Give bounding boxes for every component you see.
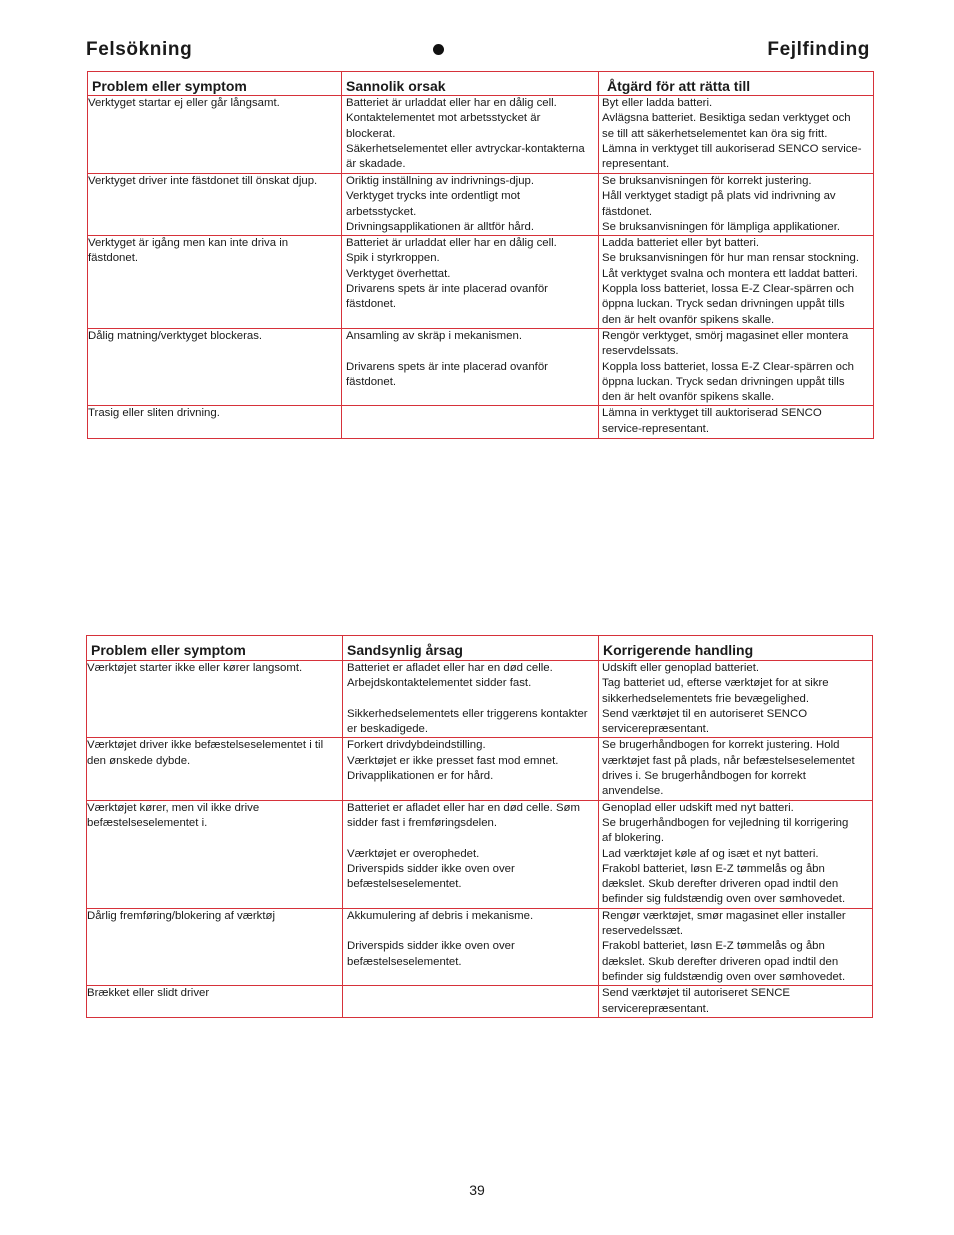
cell-line: Forkert drivdybdeindstilling. [347,739,486,752]
symptom-cell [87,908,343,985]
action-cell [599,661,873,738]
symptom-cell [88,328,342,405]
cell-line: Batteriet är urladdat eller har en dålig cell. [346,237,557,250]
cause-cell [343,661,599,738]
cell-line: af blokering. [602,832,665,845]
cell-line: den är helt ovanför spikens skalle. [602,391,775,404]
cause-cell [342,236,599,329]
cell-line: Se brugerhåndbogen for vejledning til korrigering [602,816,849,829]
cell-line: Verktyget driver inte fästdonet till önskat djup. [88,175,318,187]
cell-line: Se bruksanvisningen för hur man rensar stockning. [602,252,860,265]
cell-line [347,831,598,846]
cell-line: Se bruksanvisningen för lämpliga applikationer. [602,220,841,233]
cell-line: reservedelssæt. [602,925,684,938]
cell-line: befæstelseselementet i. [87,816,208,829]
cell-line: Frakobl batteriet, løsn E-Z tømmelås og åbn [602,940,825,953]
table-header-row [88,72,874,96]
cell-line: Ladda batteriet eller byt batteri. [602,237,760,250]
cause-cell [342,328,599,405]
troubleshooting-table-danish [86,635,873,1018]
cell-line: servicerepræsentant. [602,1002,709,1015]
cell-line: Drivarens spets är inte placerad ovanför [346,360,548,373]
cause-cell [343,986,599,1018]
table-row [88,328,874,405]
action-cell [599,738,873,800]
cell-line: befæstelseselementet. [347,955,462,968]
cell-line: Oriktig inställning av indrivnings-djup. [346,175,535,187]
cell-line: servicerepræsentant. [602,723,709,736]
cell-line: Genoplad eller udskift med nyt batteri. [602,801,794,814]
cell-line: Koppla loss batteriet, lossa E-Z Clear-spärren och [602,360,854,373]
column-header-symptom: Problem eller symptom [87,636,343,661]
cell-line: fästdonet. [346,375,397,388]
cell-line: öppna luckan. Tryck sedan drivningen uppåt tills [602,375,845,388]
cell-line: se till att säkerhetselementet kan öra sig fritt. [602,127,828,140]
cell-line: fästdonet. [602,205,653,218]
table-header-row [87,636,873,661]
table-row [87,908,873,985]
column-header-action: Korrigerende handling [599,636,873,661]
symptom-cell [87,661,343,738]
column-header-symptom: Problem eller symptom [88,72,342,96]
cell-line: Brækket eller slidt driver [87,987,210,1000]
cell-line: værktøjet fast på plads, når befæstelseselementet [602,754,855,767]
table-row [87,986,873,1018]
cell-line: dækslet. Skub derefter driveren opad indtil den [602,878,839,891]
table-row [88,174,874,236]
cell-line: blockerat. [346,127,396,140]
action-cell [599,406,874,439]
cell-line: reservdelssats. [602,345,679,358]
cell-line: Tag batteriet ud, efterse værktøjet for at sikre [602,677,829,690]
cell-line: den är helt ovanför spikens skalle. [602,313,775,326]
cell-line: Verktyget överhettat. [346,267,451,280]
cause-cell [342,174,599,236]
cell-line: drives i. Se brugerhåndbogen for korrekt [602,770,806,783]
action-cell [599,174,874,236]
cell-line: Batteriet er afladet eller har en død celle. [347,662,553,674]
column-header-cause: Sannolik orsak [342,72,599,96]
table-row [88,236,874,329]
table-row [87,738,873,800]
page-title-danish: Fejlfinding [767,39,870,60]
symptom-cell [87,986,343,1018]
table-row [87,661,873,738]
symptom-cell [87,738,343,800]
cell-line: Udskift eller genoplad batteriet. [602,662,760,674]
cell-line: Lad værktøjet køle af og isæt et nyt batteri. [602,847,819,860]
action-cell [599,800,873,908]
cell-line: Drivapplikationen er for hård. [347,770,494,783]
symptom-cell [88,96,342,174]
cell-line: fästdonet. [88,252,139,265]
cell-line: Værktøjet er overophedet. [347,847,480,860]
action-cell [599,328,874,405]
cell-line: fästdonet. [346,298,397,311]
cell-line: Sikkerhedselementets eller triggerens kontakter [347,707,588,720]
cell-line: sidder fast i fremføringsdelen. [347,816,498,829]
cell-line: er beskadigede. [347,723,429,736]
action-cell [599,236,874,329]
cell-line: Spik i styrkroppen. [346,252,440,265]
cell-line: Batteriet är urladdat eller har en dålig cell. [346,97,557,109]
table-row [87,800,873,908]
cell-line: representant. [602,158,670,171]
cell-line [347,692,598,707]
cell-line: Værktøjet kører, men vil ikke drive [87,801,260,814]
column-header-cause: Sandsynlig årsag [343,636,599,661]
cell-line: Byt eller ladda batteri. [602,97,713,109]
cause-cell [342,406,599,439]
cell-line: Avlägsna batteriet. Besiktiga sedan verktyget och [602,112,851,125]
cell-line: Se brugerhåndbogen for korrekt justering. Hold [602,739,840,752]
cell-line: Kontaktelementet mot arbetsstycket är [346,112,541,125]
cell-line: Batteriet er afladet eller har en død celle. Søm [347,801,580,814]
table-row [88,406,874,439]
cell-line: öppna luckan. Tryck sedan drivningen uppåt tills [602,298,845,311]
cell-line: Værktøjet driver ikke befæstelseselementet i til [87,739,324,752]
symptom-cell [88,236,342,329]
cell-line: Verktyget startar ej eller går långsamt. [88,97,280,109]
cause-cell [343,738,599,800]
cell-line: Driverspids sidder ikke oven over [347,862,515,875]
cell-line: Lämna in verktyget till auktoriserad SENCO [602,407,822,420]
table-row [88,96,874,174]
cell-line: Rengör verktyget, smörj magasinet eller montera [602,329,849,342]
cell-line: Send værktøjet til autoriseret SENCE [602,987,791,1000]
cause-cell [342,96,599,174]
cell-line: Lämna in verktyget till aukoriserad SENCO service- [602,142,862,155]
cell-line: arbetsstycket. [346,205,417,218]
cell-line: Håll verktyget stadigt på plats vid indrivning av [602,190,836,203]
cell-line: Drivningsapplikationen är alltför hård. [346,220,535,233]
cell-line: Akkumulering af debris i mekanisme. [347,909,534,922]
cell-line: befinder sig fuldstændig oven over sømhovedet. [602,893,846,906]
cause-cell [343,800,599,908]
cell-line: Koppla loss batteriet, lossa E-Z Clear-spärren och [602,283,854,296]
cell-line: Ansamling av skräp i mekanismen. [346,329,522,342]
action-cell [599,96,874,174]
bullet-separator [433,44,444,55]
cell-line: Værktøjet er ikke presset fast mod emnet. [347,754,559,767]
cell-line: anvendelse. [602,785,664,798]
cell-line: befinder sig fuldstændig oven over sømhovedet. [602,970,846,983]
cell-line: Værktøjet starter ikke eller kører langsomt. [87,662,303,674]
cell-line: Rengør værktøjet, smør magasinet eller installer [602,909,846,922]
cell-line: service-representant. [602,422,709,435]
troubleshooting-table-swedish [87,71,874,439]
action-cell [599,908,873,985]
symptom-cell [88,406,342,439]
cell-line: befæstelseselementet. [347,878,462,891]
cell-line: Säkerhetselementet eller avtryckar-kontakterna [346,142,585,155]
cell-line: Verktyget trycks inte ordentligt mot [346,190,521,203]
cell-line [346,344,598,359]
cell-line: Dålig matning/verktyget blockeras. [88,329,263,342]
cell-line: Send værktøjet til en autoriseret SENCO [602,707,808,720]
cell-line: Drivarens spets är inte placerad ovanför [346,283,548,296]
cause-cell [343,908,599,985]
column-header-action: Åtgärd för att rätta till [599,72,874,96]
cell-line: Dårlig fremføring/blokering af værktøj [87,909,275,922]
page-number: 39 [469,1182,485,1198]
cell-line: Se bruksanvisningen för korrekt justering. [602,175,812,187]
cell-line: Arbejdskontaktelementet sidder fast. [347,677,532,690]
cell-line: Driverspids sidder ikke oven over [347,940,515,953]
cell-line: Låt verktyget svalna och montera ett laddat batteri. [602,267,858,280]
page-title-swedish: Felsökning [86,39,193,60]
cell-line: dækslet. Skub derefter driveren opad indtil den [602,955,839,968]
cell-line: är skadade. [346,158,406,171]
cell-line: Verktyget är igång men kan inte driva in [88,237,289,250]
cell-line [347,924,598,939]
action-cell [599,986,873,1018]
cell-line: Frakobl batteriet, løsn E-Z tømmelås og åbn [602,862,825,875]
cell-line: sikkerhedselementets frie bevægelighed. [602,692,810,705]
cell-line: Trasig eller sliten drivning. [88,407,220,420]
cell-line: den ønskede dybde. [87,754,191,767]
symptom-cell [87,800,343,908]
symptom-cell [88,174,342,236]
